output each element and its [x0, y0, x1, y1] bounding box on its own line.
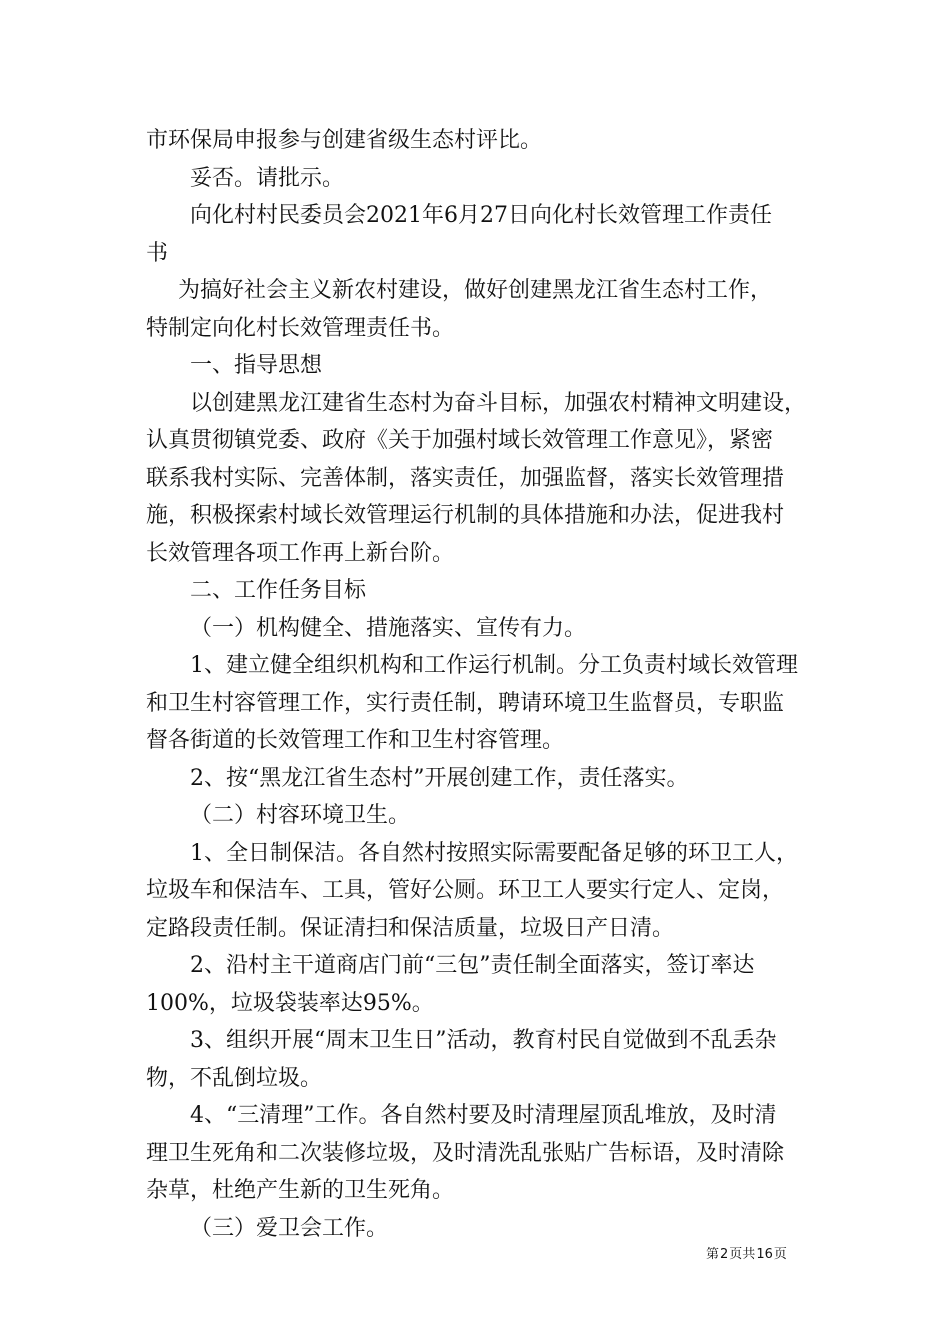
text-line: 4、“三清理”工作。各自然村要及时清理屋顶乱堆放，及时清 — [190, 1103, 777, 1128]
text-line: 督各街道的长效管理工作和卫生村容管理。 — [146, 728, 565, 753]
text-line: 2、沿村主干道商店门前“三包”责任制全面落实，签订率达 — [190, 953, 755, 978]
current-page-number: 2 — [720, 1247, 729, 1262]
footer-suffix: 页 — [773, 1247, 787, 1262]
section-heading: 二、工作任务目标 — [190, 578, 367, 603]
text-line: 定路段责任制。保证清扫和保洁质量，垃圾日产日清。 — [146, 915, 675, 941]
text-line: 杂草，杜绝产生新的卫生死角。 — [146, 1178, 455, 1203]
total-pages-number: 16 — [756, 1247, 773, 1262]
text-line: 100%，垃圾袋装率达95%。 — [146, 990, 434, 1016]
text-line: 和卫生村容管理工作，实行责任制，聘请环境卫生监督员，专职监 — [146, 690, 785, 716]
text-line: 联系我村实际、完善体制，落实责任，加强监督，落实长效管理措 — [146, 465, 785, 491]
document-body — [146, 122, 816, 1247]
text-line: 长效管理各项工作再上新台阶。 — [146, 540, 455, 566]
page-number-footer — [706, 1246, 787, 1264]
text-line: 3、组织开展“周末卫生日”活动，教育村民自觉做到不乱丢杂 — [190, 1028, 777, 1053]
text-line: 为搞好社会主义新农村建设，做好创建黑龙江省生态村工作， — [178, 278, 773, 303]
text-line: 物，不乱倒垃圾。 — [146, 1065, 323, 1091]
text-line: 认真贯彻镇党委、政府《关于加强村域长效管理工作意见》，紧密 — [146, 428, 774, 453]
text-line: 妥否。请批示。 — [190, 165, 345, 191]
section-heading: 一、指导思想 — [190, 353, 323, 378]
footer-prefix: 第 — [706, 1247, 720, 1262]
text-line: 以创建黑龙江建省生态村为奋斗目标，加强农村精神文明建设， — [190, 390, 807, 416]
text-line: 特制定向化村长效管理责任书。 — [146, 315, 455, 341]
subsection-heading: （一）机构健全、措施落实、宣传有力。 — [190, 615, 587, 641]
text-line: 垃圾车和保洁车、工具，管好公厕。环卫工人要实行定人、定岗， — [146, 878, 785, 903]
text-line: 1、全日制保洁。各自然村按照实际需要配备足够的环卫工人， — [190, 840, 798, 866]
text-line: 理卫生死角和二次装修垃圾，及时清洗乱张贴广告标语，及时清除 — [146, 1140, 785, 1166]
text-line: 市环保局申报参与创建省级生态村评比。 — [146, 128, 543, 153]
footer-middle: 页共 — [729, 1247, 756, 1262]
subsection-heading: （三）爱卫会工作。 — [190, 1215, 389, 1241]
subsection-heading: （二）村容环境卫生。 — [190, 803, 411, 828]
text-line: 施，积极探索村域长效管理运行机制的具体措施和办法，促进我村 — [146, 503, 785, 528]
text-line: 1、建立健全组织机构和工作运行机制。分工负责村域长效管理 — [190, 653, 798, 678]
text-line: 书 — [146, 240, 169, 266]
text-line: 向化村村民委员会2021年6月27日向化村长效管理工作责任 — [190, 203, 772, 228]
text-line: 2、按“黑龙江省生态村”开展创建工作，责任落实。 — [190, 765, 689, 791]
